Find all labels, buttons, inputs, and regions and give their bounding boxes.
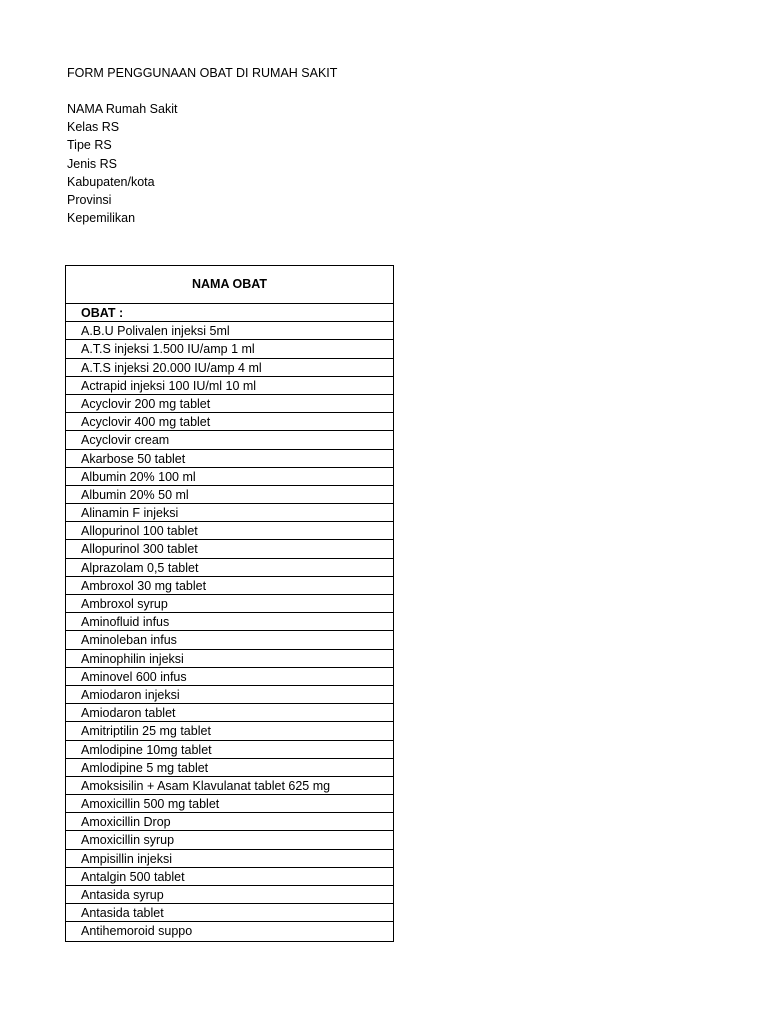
table-row: A.T.S injeksi 20.000 IU/amp 4 ml — [66, 359, 393, 377]
table-row: Amoksisilin + Asam Klavulanat tablet 625 mg — [66, 777, 393, 795]
table-row: Antalgin 500 tablet — [66, 868, 393, 886]
table-header-nama-obat: NAMA OBAT — [66, 266, 393, 304]
table-row: Aminoleban infus — [66, 631, 393, 649]
table-row: Allopurinol 300 tablet — [66, 540, 393, 558]
info-field-jenis-rs: Jenis RS — [67, 156, 118, 171]
drug-table — [65, 265, 394, 942]
table-row: Amlodipine 10mg tablet — [66, 741, 393, 759]
table-row: Alprazolam 0,5 tablet — [66, 559, 393, 577]
table-row: Amiodaron injeksi — [66, 686, 393, 704]
drug-rows — [66, 322, 393, 940]
table-row: Antasida tablet — [66, 904, 393, 922]
table-row: Aminovel 600 infus — [66, 668, 393, 686]
info-field-kelas-rs: Kelas RS — [67, 120, 120, 135]
table-row: Amoxicillin syrup — [66, 831, 393, 849]
table-row: Amlodipine 5 mg tablet — [66, 759, 393, 777]
table-row: Ambroxol syrup — [66, 595, 393, 613]
table-row: Allopurinol 100 tablet — [66, 522, 393, 540]
table-row: Albumin 20% 100 ml — [66, 468, 393, 486]
table-row: A.B.U Polivalen injeksi 5ml — [66, 322, 393, 340]
table-row: Antihemoroid suppo — [81, 924, 193, 939]
table-row: Ambroxol 30 mg tablet — [66, 577, 393, 595]
table-row: Acyclovir cream — [66, 431, 393, 449]
table-row: A.T.S injeksi 1.500 IU/amp 1 ml — [66, 340, 393, 358]
table-row: Alinamin F injeksi — [66, 504, 393, 522]
table-row: Antasida syrup — [66, 886, 393, 904]
table-row: Ampisillin injeksi — [66, 850, 393, 868]
info-field-nama-rumah-sakit: NAMA Rumah Sakit — [67, 102, 178, 116]
table-row: Acyclovir 400 mg tablet — [66, 413, 393, 431]
table-row: Amoxicillin 500 mg tablet — [66, 795, 393, 813]
table-row: Albumin 20% 50 ml — [66, 486, 393, 504]
table-section-label: OBAT : — [66, 304, 393, 322]
table-row: Aminophilin injeksi — [66, 650, 393, 668]
table-row: Amoxicillin Drop — [66, 813, 393, 831]
info-field-provinsi: Provinsi — [67, 192, 112, 207]
info-field-kabupaten-kota: Kabupaten/kota — [67, 174, 155, 189]
info-field-tipe-rs: Tipe RS — [67, 138, 112, 153]
table-row: Aminofluid infus — [66, 613, 393, 631]
hospital-info-list — [67, 100, 177, 227]
info-field-kepemilikan: Kepemilikan — [67, 211, 136, 226]
table-row: Actrapid injeksi 100 IU/ml 10 ml — [66, 377, 393, 395]
table-row: Akarbose 50 tablet — [66, 450, 393, 468]
table-row: Acyclovir 200 mg tablet — [66, 395, 393, 413]
table-row: Amitriptilin 25 mg tablet — [66, 722, 393, 740]
page-title: FORM PENGGUNAAN OBAT DI RUMAH SAKIT — [67, 66, 338, 80]
table-row: Amiodaron tablet — [66, 704, 393, 722]
